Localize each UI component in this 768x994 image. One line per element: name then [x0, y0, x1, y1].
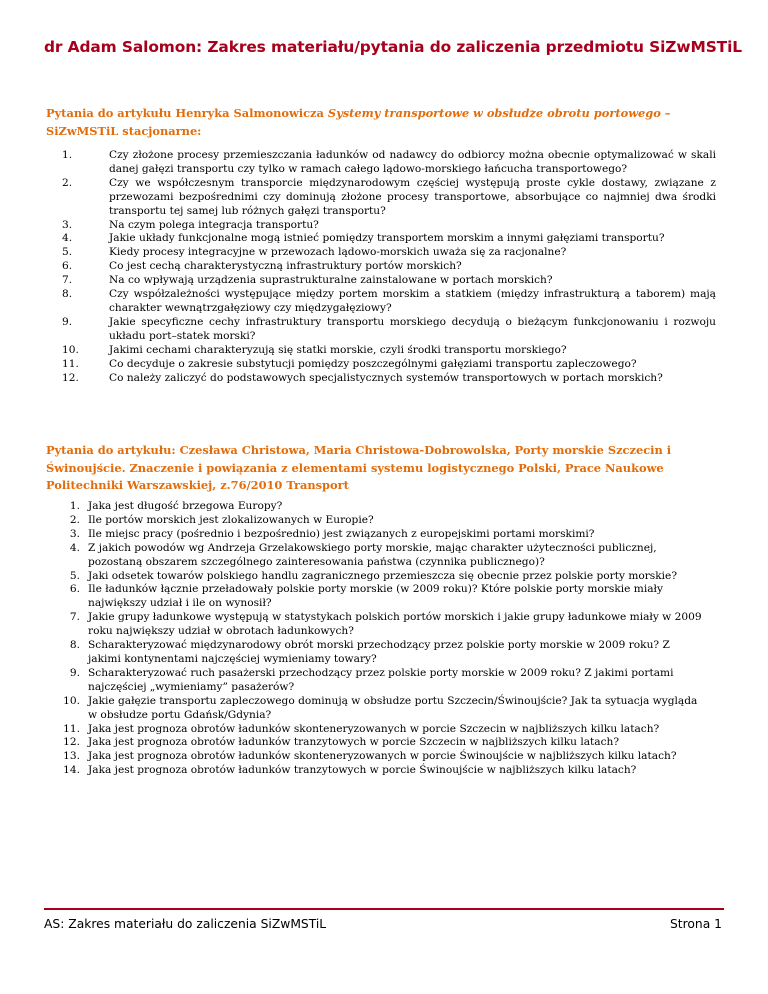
question-text: Co jest cechą charakterystyczną infrastruktury portów morskich?: [109, 260, 462, 273]
question-text: Czy we współczesnym transporcie międzynarodowym częściej występują proste cykle dostawy, związane z przewozami bezpośrednimi czy dominują złożone procesy transportowe, absorbujące co najmniej dwa środki transportu tej samej lub różnych gałęzi transportu?: [109, 176, 716, 217]
page-number: Strona 1: [670, 917, 722, 931]
question-item: [46, 750, 706, 764]
question-item: [62, 358, 716, 372]
question-item: [62, 232, 716, 246]
question-text: Ile portów morskich jest zlokalizowanych w Europie?: [88, 513, 374, 526]
question-number: 13.: [63, 750, 80, 763]
question-item: [62, 288, 716, 316]
question-text: Czy złożone procesy przemieszczania ładunków od nadawcy do odbiorcy można obecnie optymalizować w skali danej gałęzi transportu czy tylko w ramach całego lądowo-morskiego łańcucha transportowego?: [109, 149, 716, 175]
question-text: Czy współzależności występujące między portem morskim a statkiem (między infrastrukturą a taborem) mają charakter wewnątrzgałęziowy czy międzygałęziowy?: [109, 288, 716, 314]
question-item: [46, 639, 706, 667]
section1-heading: [46, 105, 722, 140]
question-text: Ile ładunków łącznie przeładowały polskie porty morskie (w 2009 roku)? Które polskie porty morskie miały największy udział i ile on wynosił?: [88, 583, 663, 610]
question-item: [46, 583, 706, 611]
question-number: 1.: [62, 149, 73, 161]
question-number: 7.: [69, 611, 80, 624]
question-text: Jakie gałęzie transportu zapleczowego dominują w obsłudze portu Szczecin/Świnoujście? Jak ta sytuacja wygląda w obsłudze portu Gdańsk/Gdynia?: [88, 694, 698, 721]
question-item: [46, 514, 706, 528]
question-item: [62, 177, 716, 219]
question-item: [62, 219, 716, 233]
question-item: [62, 246, 716, 260]
footer-label: AS: Zakres materiału do zaliczenia SiZwMSTiL: [44, 917, 327, 931]
question-number: 4.: [69, 541, 80, 554]
question-item: [62, 316, 716, 344]
question-text: Co decyduje o zakresie substytucji pomiędzy poszczególnymi gałęziami transportu zapleczowego?: [109, 357, 637, 370]
question-item: [46, 667, 706, 695]
question-number: 11.: [63, 722, 80, 735]
question-number: 9.: [62, 315, 73, 328]
question-item: [46, 570, 706, 584]
question-item: [62, 149, 716, 177]
question-number: 12.: [62, 371, 79, 384]
section2-question-list: [46, 500, 706, 778]
question-text: Jaka jest prognoza obrotów ładunków skonteneryzowanych w porcie Świnoujście w najbliższych kilku latach?: [88, 750, 677, 763]
question-number: 14.: [63, 764, 80, 777]
section1-heading-start: Pytania do artykułu Henryka Salmonowicza: [46, 106, 328, 120]
question-text: Jaka jest długość brzegowa Europy?: [88, 500, 283, 512]
question-item: [46, 723, 706, 737]
question-number: 5.: [62, 246, 73, 259]
section2-heading: Pytania do artykułu: Czesława Christowa, Maria Christowa-Dobrowolska, Porty morskie Szczecin i Świnoujście. Znaczenie i powiązania z elementami systemu logistycznego Polski, Prace Naukowe Politechniki Warszawskiej, z.76/2010 Transport: [46, 443, 672, 492]
question-number: 8.: [62, 288, 73, 301]
question-item: [46, 764, 706, 778]
question-number: 11.: [62, 357, 79, 370]
question-text: Na czym polega integracja transportu?: [109, 218, 319, 231]
question-text: Ile miejsc pracy (pośrednio i bezpośrednio) jest związanych z europejskimi portami morskimi?: [88, 527, 595, 540]
question-number: 1.: [69, 500, 80, 512]
question-item: [46, 736, 706, 750]
question-item: [46, 695, 706, 723]
question-text: Jaka jest prognoza obrotów ładunków skonteneryzowanych w porcie Szczecin w najbliższych kilku latach?: [88, 722, 660, 735]
question-number: 5.: [69, 569, 80, 582]
question-text: Jakie układy funkcjonalne mogą istnieć pomiędzy transportem morskim a innymi gałęziami transportu?: [109, 232, 665, 245]
question-text: Co należy zaliczyć do podstawowych specjalistycznych systemów transportowych w portach morskich?: [109, 371, 663, 384]
page-title: dr Adam Salomon: Zakres materiału/pytania do zaliczenia przedmiotu SiZwMSTiL: [44, 38, 742, 56]
question-text: Na co wpływają urządzenia suprastrukturalne zainstalowane w portach morskich?: [109, 274, 553, 287]
question-text: Jakie grupy ładunkowe występują w statystykach polskich portów morskich i jakie grupy ładunkowe miały w 2009 roku największy udział w obrotach ładunkowych?: [88, 611, 702, 638]
question-number: 2.: [69, 513, 80, 526]
footer-divider: [44, 908, 724, 910]
question-number: 10.: [62, 343, 79, 356]
question-text: Jakimi cechami charakteryzują się statki morskie, czyli środki transportu morskiego?: [109, 343, 567, 356]
question-text: Scharakteryzować ruch pasażerski przechodzący przez polskie porty morskie w 2009 roku? Z jakimi portami najczęściej „wymieniamy” pasażerów?: [88, 666, 674, 693]
question-item: [46, 542, 706, 570]
question-text: Kiedy procesy integracyjne w przewozach lądowo-morskich uważa się za racjonalne?: [109, 246, 567, 259]
question-number: 3.: [69, 527, 80, 540]
question-item: [46, 528, 706, 542]
question-number: 9.: [69, 666, 80, 679]
section1-heading-italic: Systemy transportowe w obsłudze obrotu portowego: [327, 106, 661, 120]
question-text: Jaka jest prognoza obrotów ładunków tranzytowych w porcie Szczecin w najbliższych kilku latach?: [88, 736, 620, 749]
question-item: [62, 344, 716, 358]
question-number: 4.: [62, 232, 73, 245]
question-number: 10.: [63, 694, 80, 707]
section1-heading-end: – SiZwMSTiL stacjonarne:: [46, 106, 671, 138]
question-number: 3.: [62, 218, 73, 231]
section1-question-list: [62, 149, 716, 385]
question-item: [62, 372, 716, 386]
question-number: 6.: [62, 260, 73, 273]
question-item: [46, 611, 706, 639]
question-text: Scharakteryzować międzynarodowy obrót morski przechodzący przez polskie porty morskie w 2009 roku? Z jakimi kontynentami najczęściej wymieniamy towary?: [88, 639, 670, 665]
question-text: Jakie specyficzne cechy infrastruktury transportu morskiego decydują o bieżącym funkcjonowaniu i rozwoju układu port–statek morski?: [109, 315, 716, 342]
question-number: 12.: [63, 736, 80, 749]
question-text: Z jakich powodów wg Andrzeja Grzelakowskiego porty morskie, mając charakter użyteczności publicznej, pozostaną obszarem szczególnego zainteresowania państwa (czynnika publicznego)?: [88, 541, 657, 568]
question-text: Jaki odsetek towarów polskiego handlu zagranicznego przemieszcza się obecnie przez polskie porty morskie?: [88, 569, 677, 582]
question-number: 2.: [62, 176, 73, 189]
question-number: 8.: [69, 639, 80, 652]
question-item: [62, 260, 716, 274]
question-number: 6.: [69, 583, 80, 596]
question-item: [62, 274, 716, 288]
question-text: Jaka jest prognoza obrotów ładunków tranzytowych w porcie Świnoujście w najbliższych kilku latach?: [88, 764, 637, 777]
question-number: 7.: [62, 274, 73, 287]
question-item: [46, 500, 706, 514]
